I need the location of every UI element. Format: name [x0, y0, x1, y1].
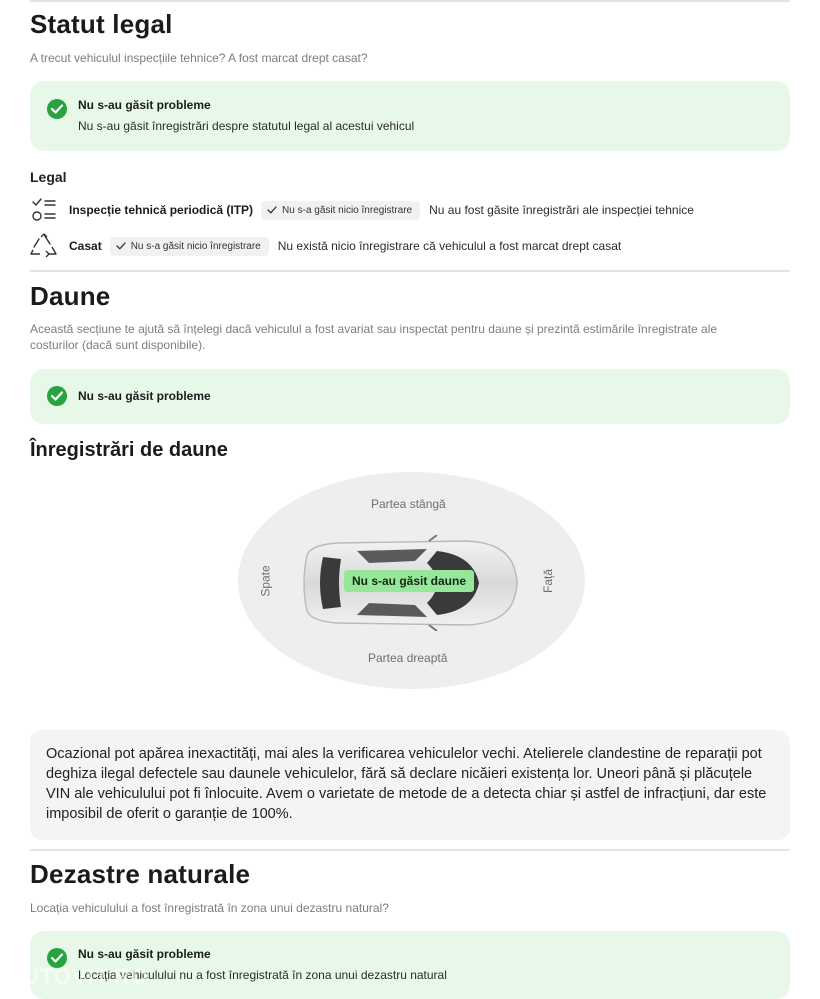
check-circle-icon — [47, 99, 67, 119]
checklist-icon — [30, 197, 60, 223]
disclaimer-box — [30, 730, 790, 840]
diagram-right-side-label: Partea dreaptă — [368, 651, 448, 665]
check-circle-icon — [47, 386, 67, 406]
legal-row-name: Casat — [69, 239, 102, 253]
status-chip-label: Nu s-a găsit nicio înregistrare — [130, 240, 261, 252]
section-divider — [30, 0, 790, 2]
legal-row-description: Nu au fost găsite înregistrări ale inspecției tehnice — [429, 203, 694, 217]
damage-records-title: Înregistrări de daune — [30, 439, 228, 461]
disclaimer-text: Ocazional pot apărea inexactități, mai ales la verificarea vehiculelor vechi. Atelierele clandestine de reparații pot deghiza ilegal defectele sau daunele vehiculelor, fără să declare nicăieri existența lor. Uneori până și plăcuțele VIN ale vehiculului pot fi înlocuite. Avem o varietate de metode de a detecta chiar și astfel de infracțiuni, dar este imposibil de oferit o garanție de 100%. — [46, 746, 767, 822]
legal-status-result-text: Nu s-au găsit înregistrări despre statutul legal al acestui vehicul — [78, 119, 415, 133]
legal-row-description: Nu există nicio înregistrare că vehiculul a fost marcat drept casat — [277, 239, 622, 253]
status-chip — [110, 237, 269, 256]
status-chip-label: Nu s-a găsit nicio înregistrare — [282, 204, 413, 216]
damage-title: Daune — [30, 281, 111, 311]
diagram-rear-label: Spate — [258, 565, 273, 597]
legal-section-label: Legal — [30, 169, 67, 185]
check-icon — [116, 242, 126, 250]
section-divider — [30, 849, 790, 851]
damage-result-box — [30, 369, 790, 424]
natural-disasters-result-title: Nu s-au găsit probleme — [78, 947, 211, 961]
diagram-front-label: Față — [541, 568, 556, 594]
legal-status-subtitle: A trecut vehiculul inspecțiile tehnice? A fost marcat drept casat? — [30, 51, 368, 65]
no-damage-badge: Nu s-au găsit daune — [344, 570, 474, 592]
section-divider — [30, 270, 790, 272]
watermark-logo: AUTOVIT.RO — [6, 964, 149, 989]
status-chip — [261, 201, 420, 220]
check-icon — [267, 206, 277, 214]
natural-disasters-title: Dezastre naturale — [30, 859, 251, 889]
natural-disasters-result-text: Locația vehiculului nu a fost înregistrată în zona unui dezastru natural — [78, 968, 447, 982]
damage-subtitle-line2: costurilor (dacă sunt disponibile). — [30, 338, 206, 352]
legal-row-itp — [30, 197, 694, 223]
damage-result-title: Nu s-au găsit probleme — [78, 389, 211, 403]
diagram-left-side-label: Partea stângă — [371, 497, 446, 511]
natural-disasters-subtitle: Locația vehiculului a fost înregistrată în zona unui dezastru natural? — [30, 901, 389, 915]
legal-status-result-title: Nu s-au găsit probleme — [78, 98, 211, 112]
legal-status-title: Statut legal — [30, 9, 173, 39]
legal-row-casat — [30, 233, 621, 259]
legal-status-result-box — [30, 81, 790, 151]
legal-row-name: Inspecție tehnică periodică (ITP) — [69, 203, 254, 217]
recycle-icon — [30, 233, 60, 259]
damage-subtitle-line1: Această secțiune te ajută să înțelegi dacă vehiculul a fost avariat sau inspectat pentru daune și prezintă estimările înregistrate ale — [30, 322, 718, 336]
